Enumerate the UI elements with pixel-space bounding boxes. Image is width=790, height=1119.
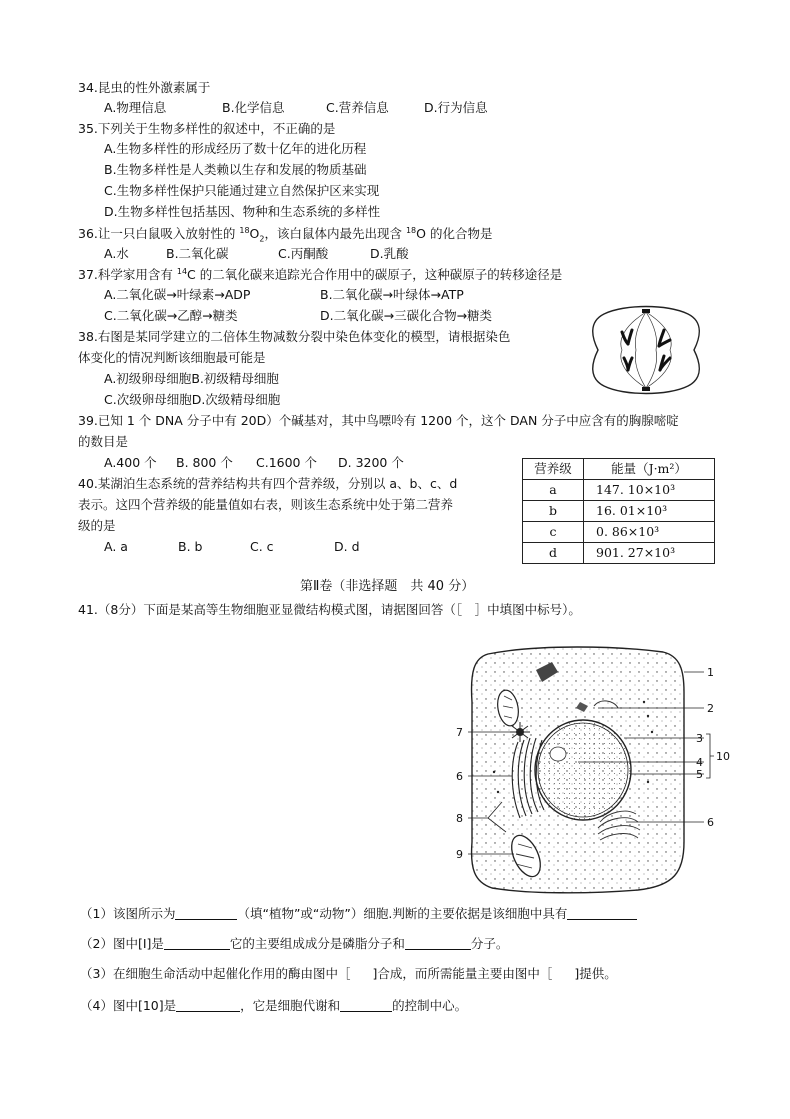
q38-stem-line1: 38.右图是某同学建立的二倍体生物减数分裂中染色体变化的模型，请根据染色 [78,329,511,344]
answer-blank[interactable] [340,999,392,1012]
q40-option-a: A. a [104,539,128,554]
q38-option-c: C.次级卵母细胞 [104,392,192,407]
q37-option-d: D.二氧化碳→三碳化合物→糖类 [320,308,493,323]
meiosis-cell-figure [584,304,708,396]
q39-option-a: A.400 个 [104,455,157,470]
q36-oxygen: O [249,226,260,241]
q37-options-row1 [104,289,464,302]
label-9: 9 [456,848,463,861]
q35-option-d: D.生物多样性包括基因、物种和生态系统的多样性 [104,204,381,219]
q37-option-b: B.二氧化碳→叶绿体→ATP [320,287,464,302]
q36-stem-part: 36.让一只白鼠吸入放射性的 [78,226,240,241]
level-cell: b [523,501,584,522]
q35-option-a: A.生物多样性的形成经历了数十亿年的进化历程 [104,141,367,156]
nucleus [535,720,631,820]
q37-option-c: C.二氧化碳→乙醇→糖类 [104,308,238,323]
q36-isotope-sup: 18 [239,226,250,235]
label-6-right: 6 [707,816,714,829]
q41-sub1 [80,907,637,921]
level-cell: a [523,480,584,501]
answer-blank[interactable] [405,937,471,950]
q39-option-c: C.1600 个 [256,455,317,470]
q36-option-c: C.丙酮酸 [278,246,329,261]
header-energy: 能量（J·m²） [584,459,715,480]
answer-blank[interactable] [164,937,230,950]
q41-sub4 [80,999,467,1013]
answer-blank[interactable] [567,907,637,920]
q36-subscript: 2 [259,234,265,244]
chromosome [628,330,632,344]
energy-table-header [523,459,715,480]
q41-sub3-text: ]提供。 [574,966,617,981]
energy-cell: 147. 10×10³ [584,480,715,501]
q41-sub3-text: ]合成，而所需能量主要由图中［ [372,966,553,981]
nucleolus [550,747,566,761]
q41-stem: 41.（8分）下面是某高等生物细胞亚显微结构模式图，请据图回答（［ ］中填图中标号）。 [78,602,581,617]
q34-option-a: A.物理信息 [104,100,167,115]
q40-option-c: C. c [250,539,274,554]
q36-options [104,248,409,261]
q38-options-row1 [104,373,279,386]
q39-stem-line2: 的数目是 [78,434,129,449]
q40-option-b: B. b [178,539,203,554]
q38-stem-line2: 体变化的情况判断该细胞最可能是 [78,350,266,365]
q41-sub2-text: （2）图中[I]是 [80,936,164,951]
q36-isotope-sup: 18 [405,226,417,235]
table-row [523,522,715,543]
answer-blank[interactable] [175,907,237,920]
label-7: 7 [456,726,463,739]
q36-stem-part: ，该白鼠体内最先出现含 [264,226,406,241]
q34-option-c: C.营养信息 [326,100,389,115]
q40-options [104,541,360,554]
q35-option-c: C.生物多样性保护只能通过建立自然保护区来实现 [104,183,380,198]
q35-option-b: B.生物多样性是人类赖以生存和发展的物质基础 [104,162,367,177]
q34-options [104,102,488,115]
label-3: 3 [696,732,703,745]
q37-option-a: A.二氧化碳→叶绿素→ADP [104,287,251,302]
q36-option-a: A.水 [104,246,129,261]
q37-options-row2 [104,310,492,323]
q41-sub2 [80,937,508,951]
q37-stem-part: C 的二氧化碳来追踪光合作用中的碳原子，这种碳原子的转移途径是 [187,267,563,282]
q36-stem-part: O 的化合物是 [416,226,493,241]
label-6-left: 6 [456,770,463,783]
q41-sub4-text: （4）图中[10]是 [80,998,177,1013]
energy-cell: 0. 86×10³ [584,522,715,543]
table-row [523,543,715,564]
q38-option-b: B.初级精母细胞 [191,371,279,386]
q40-stem-line2: 表示。这四个营养级的能量值如右表，则该生态系统中处于第二营养 [78,497,454,512]
label-1: 1 [707,666,714,679]
animal-cell-diagram [448,642,738,898]
level-cell: c [523,522,584,543]
q41-sub2-text: 分子。 [470,936,509,951]
q41-sub3 [80,968,617,981]
q39-option-d: D. 3200 个 [338,455,404,470]
q39-option-b: B. 800 个 [176,455,233,470]
q36-option-d: D.乳酸 [370,246,409,261]
q34-stem: 34.昆虫的性外激素属于 [78,80,211,95]
q37-isotope-sup: 14 [176,267,188,276]
section-title: 第Ⅱ卷（非选择题 共 40 分） [300,579,475,594]
q41-sub1-text: （1）该图所示为 [80,906,176,921]
q41-sub4-text: ，它是细胞代谢和 [240,998,341,1013]
q38-options-row2 [104,394,280,407]
label-10: 10 [716,750,730,763]
table-row [523,501,715,522]
q36-stem [78,227,492,244]
q41-sub3-text: （3）在细胞生命活动中起催化作用的酶由图中［ [80,966,351,981]
label-5: 5 [696,768,703,781]
chromosome [628,358,632,370]
q34-option-b: B.化学信息 [222,100,285,115]
label-2: 2 [707,702,714,715]
q36-option-b: B.二氧化碳 [166,246,229,261]
q41-sub1-text: （填“植物”或“动物”）细胞.判断的主要依据是该细胞中具有 [237,906,568,921]
answer-blank[interactable] [176,999,240,1012]
cell-membrane [593,307,700,394]
q35-stem: 35.下列关于生物多样性的叙述中，不正确的是 [78,121,336,136]
spindle-fibers [621,312,671,388]
q41-sub2-text: 它的主要组成成分是磷脂分子和 [229,936,405,951]
q40-stem-line3: 级的是 [78,518,116,533]
energy-cell: 901. 27×10³ [584,543,715,564]
energy-table [522,458,715,564]
level-cell: d [523,543,584,564]
q38-option-d: D.次级精母细胞 [191,392,281,407]
q40-option-d: D. d [334,539,360,554]
label-8: 8 [456,812,463,825]
q41-sub4-text: 的控制中心。 [392,998,468,1013]
centrioles [642,309,650,391]
energy-cell: 16. 01×10³ [584,501,715,522]
label-4: 4 [696,756,703,769]
q39-stem-line1: 39.已知 1 个 DNA 分子中有 20D）个碱基对，其中鸟嘌呤有 1200 个，这个 DAN 分子中应含有的胸腺嘧啶 [78,413,679,428]
q34-option-d: D.行为信息 [424,100,488,115]
q37-stem-part: 37.科学家用含有 [78,267,177,282]
table-row [523,480,715,501]
q37-stem [78,268,562,282]
q38-option-a: A.初级卵母细胞 [104,371,192,386]
header-level: 营养级 [523,459,584,480]
q40-stem-line1: 40.某湖泊生态系统的营养结构共有四个营养级，分别以 a、b、c、d [78,476,458,491]
centriole-top [642,309,650,313]
q39-options [104,457,404,470]
centriole-bottom [642,387,650,391]
chromosomes [622,330,670,370]
